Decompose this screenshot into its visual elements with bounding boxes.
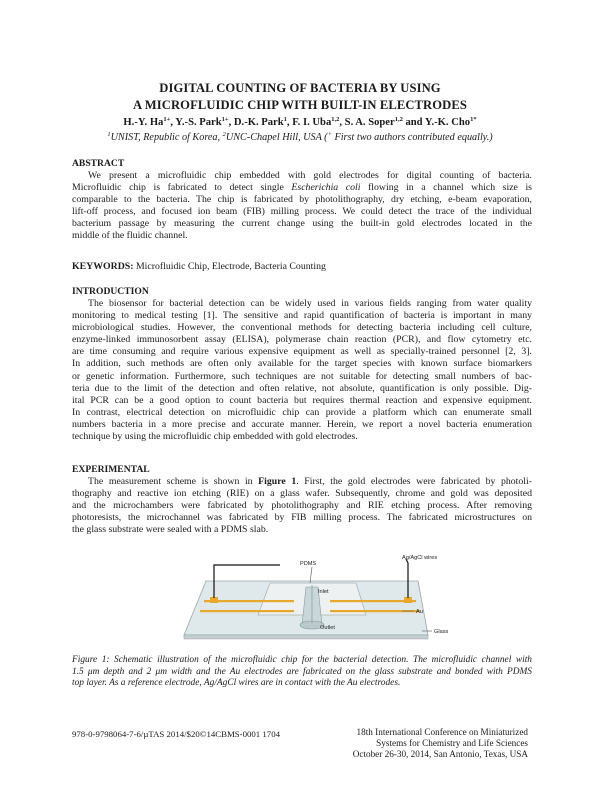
author-affiliation-mark: 1,2 (394, 116, 403, 123)
text-line: technique by using the microfluidic chip embedded with gold electrodes. (72, 431, 358, 443)
author-name: H.-Y. Ha (123, 117, 164, 128)
text-line: the glass substrate were sealed with a PDMS slab. (72, 524, 269, 536)
affiliation-text-3: First two authors contributed equally.) (331, 132, 493, 143)
text-line: teria due to the limit of the detection and often relative, not absolute, quantification is only possible. Dig- (72, 382, 532, 394)
affiliation-sup-1: 1 (107, 131, 111, 138)
text-line: We present a microfluidic chip embedded with gold electrodes for digital counting of bacteria. (88, 170, 532, 181)
figure-1-caption (72, 655, 532, 690)
glass-substrate-edge (184, 635, 428, 639)
pdms-leader (310, 567, 312, 583)
affiliation-sup-2: 2 (222, 131, 226, 138)
footer-conference (328, 727, 528, 759)
author-name: F. I. Uba (292, 117, 332, 128)
text-line: middle of the fluidic channel. (72, 230, 188, 242)
author-affiliation-mark: 1 (283, 116, 287, 123)
author-separator: , (170, 117, 176, 128)
text-line: enzyme-linked immunosorbent assay (ELISA), polymerase chain reaction (PCR), and flow cytometry etc. (72, 334, 532, 346)
experimental-heading: EXPERIMENTAL (72, 464, 150, 475)
text-line: comparable to the bacteria. The chip is fabricated by photolithography, dry etching, e-beam evaporation, (72, 194, 532, 206)
introduction-body (72, 298, 532, 443)
text-line: thography and reactive ion etching (RIE) on a glass wafer. Subsequently, chrome and gold was deposited (72, 488, 532, 500)
author-separator: and (402, 117, 425, 128)
paper-title-line2: A MICROFLUIDIC CHIP WITH BUILT-IN ELECTRODES (133, 98, 467, 112)
author-name: S. A. Soper (344, 117, 395, 128)
label-glass: Glass (434, 629, 449, 635)
text-line: In addition, such methods are often only available for the target species with known surface biomarkers (72, 358, 532, 370)
affiliation-sup-3: + (327, 131, 332, 138)
text-line: top layer. As a reference electrode, Ag/AgCl wires are in contact with the Au electrodes. (72, 678, 401, 689)
text-line: and the microchambers were fabricated by photolithography and RIE etching process. After removing (72, 500, 532, 512)
author-name: D.-K. Park (233, 117, 284, 128)
footer-conference-line: 18th International Conference on Miniaturized (356, 727, 528, 737)
text-line: are time consuming and require various expensive equipment as well as specially-trained personnel [2, 3]. (72, 346, 532, 358)
au-electrode-right-upper (330, 600, 416, 602)
keywords-line (72, 261, 326, 273)
author-affiliation-mark: 1+ (221, 116, 229, 123)
keywords-text: Microfluidic Chip, Electrode, Bacteria Counting (133, 261, 326, 272)
affiliation-text-2: UNC-Chapel Hill, USA ( (225, 132, 328, 143)
author-name: Y.-S. Park (175, 117, 222, 128)
label-agagcl: Ag/AgCl wires (402, 555, 438, 561)
footer-conference-line: October 26-30, 2014, San Antonio, Texas, USA (352, 748, 528, 759)
introduction-heading: INTRODUCTION (72, 286, 149, 297)
author-list (0, 116, 600, 130)
figure-1-schematic (170, 553, 450, 653)
au-electrode-left-lower (200, 610, 294, 612)
text-line: In contrast, electrical detection on microfluidic chip can provide a platform which can enumerate small (72, 406, 532, 418)
footer-isbn: 978-0-9798064-7-6/µTAS 2014/$20©14CBMS-0001 1704 (72, 729, 281, 739)
paper-title-line1: DIGITAL COUNTING OF BACTERIA BY USING (159, 81, 441, 95)
experimental-body (72, 476, 532, 536)
text-line: microbiological studies. However, the conventional methods for detecting bacteria including cell culture, (72, 322, 532, 334)
footer-conference-line: Systems for Chemistry and Life Sciences (376, 737, 528, 748)
author-name: Y.-K. Cho (424, 117, 471, 128)
text-line: The biosensor for bacterial detection can be widely used in various fields ranging from water quality (88, 298, 532, 309)
author-affiliation-mark: 1* (470, 116, 477, 123)
author-separator: , (339, 117, 345, 128)
text-line: Figure 1: Schematic illustration of the microfluidic chip for the bacterial detection. The microfluidic channel with (72, 655, 532, 665)
label-outlet: Outlet (320, 625, 335, 631)
affiliation (0, 131, 600, 145)
abstract-body (72, 170, 532, 243)
text-line: 1.5 μm depth and 2 μm width and the Au electrodes are fabricated on the glass substrate and bonded with PDMS (72, 666, 532, 677)
keywords-label: KEYWORDS: (72, 261, 134, 272)
text-line: monitoring to medical testing [1]. The sensitive and rapid quantification of bacteria is important in many (72, 310, 532, 322)
affiliation-text-1: UNIST, Republic of Korea, (110, 132, 223, 143)
author-affiliation-mark: 1+ (163, 116, 171, 123)
author-separator: , (286, 117, 293, 128)
author-affiliation-mark: 1,2 (331, 116, 340, 123)
abstract-heading: ABSTRACT (72, 158, 125, 169)
text-line: bacterium passage by measuring the current change using the built-in gold electrodes located in the (72, 218, 532, 230)
author-separator: , (228, 117, 234, 128)
text-line: ital PCR can be a good option to count bacteria but requires thermal reaction and expensive equipment. (72, 394, 532, 406)
label-inlet: Inlet (318, 589, 329, 595)
text-line: or genetic information. Furthermore, such techniques are not suitable for detecting small numbers of bac- (72, 370, 532, 382)
text-line: Microfluidic chip is fabricated to detect single Escherichia coli flowing in a channel which size is (72, 182, 532, 194)
label-pdms: PDMS (300, 561, 317, 567)
text-line: The measurement scheme is shown in Figure 1. First, the gold electrodes were fabricated by photoli- (88, 476, 532, 487)
text-line: lift-off process, and focused ion beam (FIB) milling process. We could detect the trace of the individual (72, 206, 532, 218)
label-au: Au (416, 609, 423, 615)
text-line: numbers bacteria in a more precise and accurate manner. Herein, we report a novel bacteria enumeration (72, 418, 532, 430)
text-line: photoresists, the microchannel was fabricated by FIB milling process. The fabricated microstructures on (72, 512, 532, 524)
